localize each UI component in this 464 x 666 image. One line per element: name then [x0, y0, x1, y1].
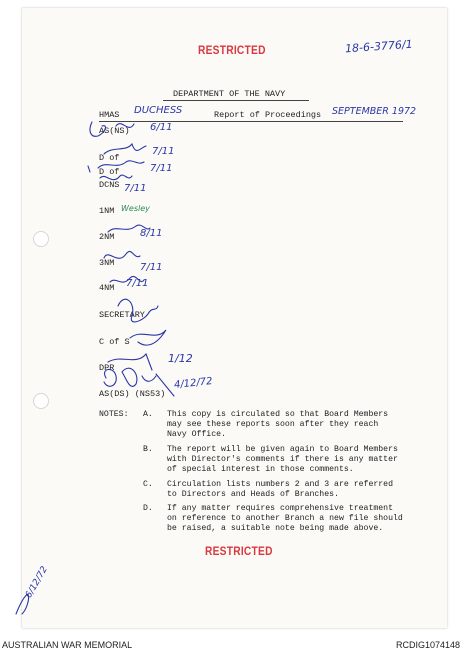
notes-section [99, 410, 429, 540]
footer-institution: AUSTRALIAN WAR MEMORIAL [2, 640, 133, 650]
circ-label-4nm: 4NM [99, 283, 115, 293]
circ-label-dcns: DCNS [99, 180, 120, 190]
note-text: If any matter requires comprehensive treatment on reference to another Branch a new file should be raised, a suitable note being made above. [167, 504, 403, 533]
note-text: This copy is circulated so that Board Members may see these reports soon after they reach Navy Office. [167, 410, 389, 439]
note-letter: D. [143, 504, 153, 513]
circ-label-c-of-s: C of S [99, 337, 130, 347]
punch-hole [33, 393, 49, 409]
ship-prefix: HMAS [99, 110, 120, 120]
margin-date: 6/12/72 [24, 564, 51, 600]
circ-label-1nm: 1NM [99, 206, 115, 216]
circ-initials-1nm: Wesley [121, 204, 150, 213]
restricted-stamp-bottom: RESTRICTED [205, 544, 273, 558]
circ-initials-4nm: 7/11 [126, 278, 149, 289]
circ-label-3nm: 3NM [99, 258, 115, 268]
report-period: SEPTEMBER 1972 [332, 106, 417, 117]
circ-label-2nm: 2NM [99, 232, 115, 242]
circ-label-d-of-1: D of [99, 153, 120, 163]
footer-record-id: RCDIG1074148 [395, 640, 460, 650]
heading-underline [163, 100, 309, 101]
circ-initials-d-of-1: 7/11 [152, 146, 175, 157]
circ-label-as-ds: AS(DS) (NS53) [99, 389, 166, 399]
note-text: The report will be given again to Board Members with Director's comments if there is any matter of special interest in those comments. [167, 445, 398, 474]
department-heading: DEPARTMENT OF THE NAVY [173, 89, 286, 99]
report-label: Report of Proceedings [214, 110, 322, 120]
punch-hole [33, 231, 49, 247]
circ-initials-dpr: 1/12 [168, 352, 193, 365]
note-letter: B. [143, 445, 153, 454]
circ-initials-as-ns: 6/11 [150, 122, 173, 133]
circ-initials-3nm: 7/11 [140, 262, 163, 273]
note-letter: A. [143, 410, 153, 419]
circ-label-d-of-2: D of [99, 167, 120, 177]
circ-label-dpr: DPR [99, 363, 115, 373]
circ-initials-d-of-2: 7/11 [150, 163, 173, 174]
notes-label: NOTES: [99, 410, 129, 419]
circ-initials-2nm: 8/11 [140, 228, 163, 239]
circ-initials-dcns: 7/11 [124, 183, 147, 194]
circ-label-secretary: SECRETARY [99, 310, 145, 320]
ship-name: DUCHESS [134, 105, 183, 116]
note-text: Circulation lists numbers 2 and 3 are referred to Directors and Heads of Branches. [167, 480, 394, 499]
circ-initials-as-ds: 4/12/72 [173, 376, 214, 391]
file-reference: 18-6-3776/1 [344, 37, 414, 56]
handwritten-initials [86, 116, 176, 416]
circ-label-as-ns: AS(NS) [99, 126, 130, 136]
restricted-stamp-top: RESTRICTED [198, 43, 266, 57]
note-letter: C. [143, 480, 153, 489]
